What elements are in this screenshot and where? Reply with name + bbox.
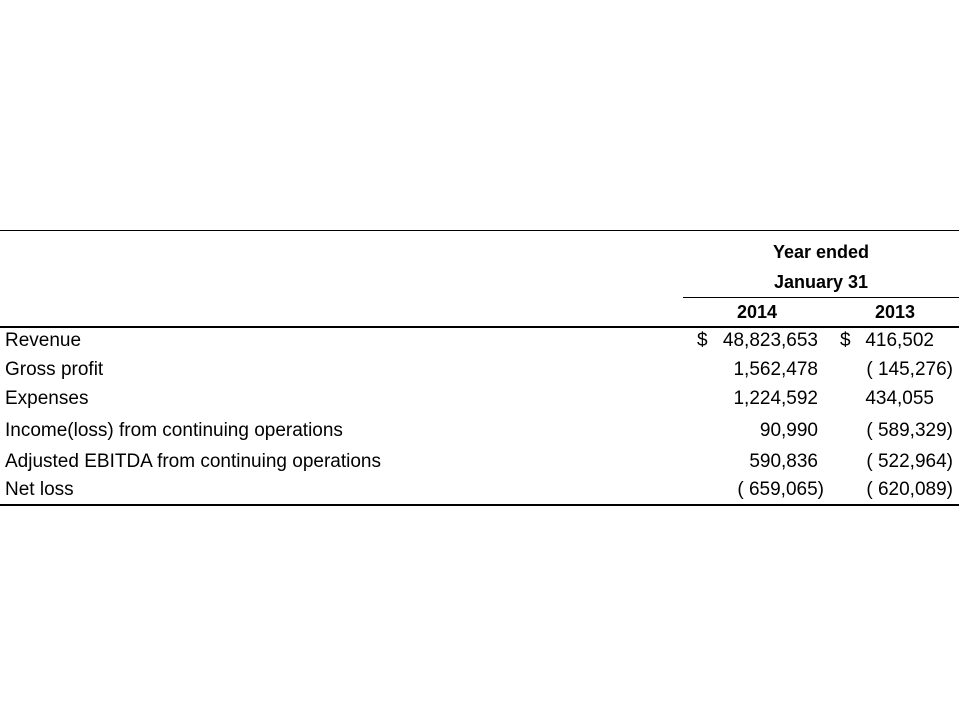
value-2013: ( 620,089) xyxy=(866,479,953,500)
period-header-line1: Year ended xyxy=(772,242,870,262)
value-2013: ( 589,329) xyxy=(866,420,953,441)
table-row-net-loss xyxy=(0,476,959,505)
row-label: Income(loss) from continuing operations xyxy=(5,420,343,441)
value-2014: ( 659,065) xyxy=(737,479,824,500)
table-row-revenue xyxy=(0,327,959,356)
row-label: Net loss xyxy=(5,479,74,500)
column-header-2013: 2013 xyxy=(874,302,916,322)
period-header-line2: January 31 xyxy=(773,272,869,292)
row-label: Adjusted EBITDA from continuing operations xyxy=(5,451,381,472)
table-row-expenses xyxy=(0,385,959,414)
value-2013: ( 145,276) xyxy=(866,359,953,380)
table-row-income-loss xyxy=(0,417,959,446)
period-header-underline xyxy=(683,297,959,298)
value-2013: 416,502 xyxy=(865,330,934,351)
table-row-adjusted-ebitda xyxy=(0,448,959,477)
value-2013: 434,055 xyxy=(865,388,934,409)
value-2014: 590,836 xyxy=(749,451,818,472)
bottom-rule xyxy=(0,504,959,506)
row-label: Expenses xyxy=(5,388,89,409)
value-2014: 90,990 xyxy=(759,420,818,441)
top-rule xyxy=(0,230,959,231)
value-2014: 48,823,653 xyxy=(722,330,818,351)
row-label: Gross profit xyxy=(5,359,104,380)
currency-symbol-2014: $ xyxy=(697,330,708,351)
currency-symbol-2013: $ xyxy=(840,330,851,351)
column-header-2014: 2014 xyxy=(736,302,778,322)
value-2014: 1,562,478 xyxy=(733,359,818,380)
table-row-gross-profit xyxy=(0,356,959,385)
value-2014: 1,224,592 xyxy=(733,388,818,409)
value-2013: ( 522,964) xyxy=(866,451,953,472)
row-label: Revenue xyxy=(5,330,82,351)
